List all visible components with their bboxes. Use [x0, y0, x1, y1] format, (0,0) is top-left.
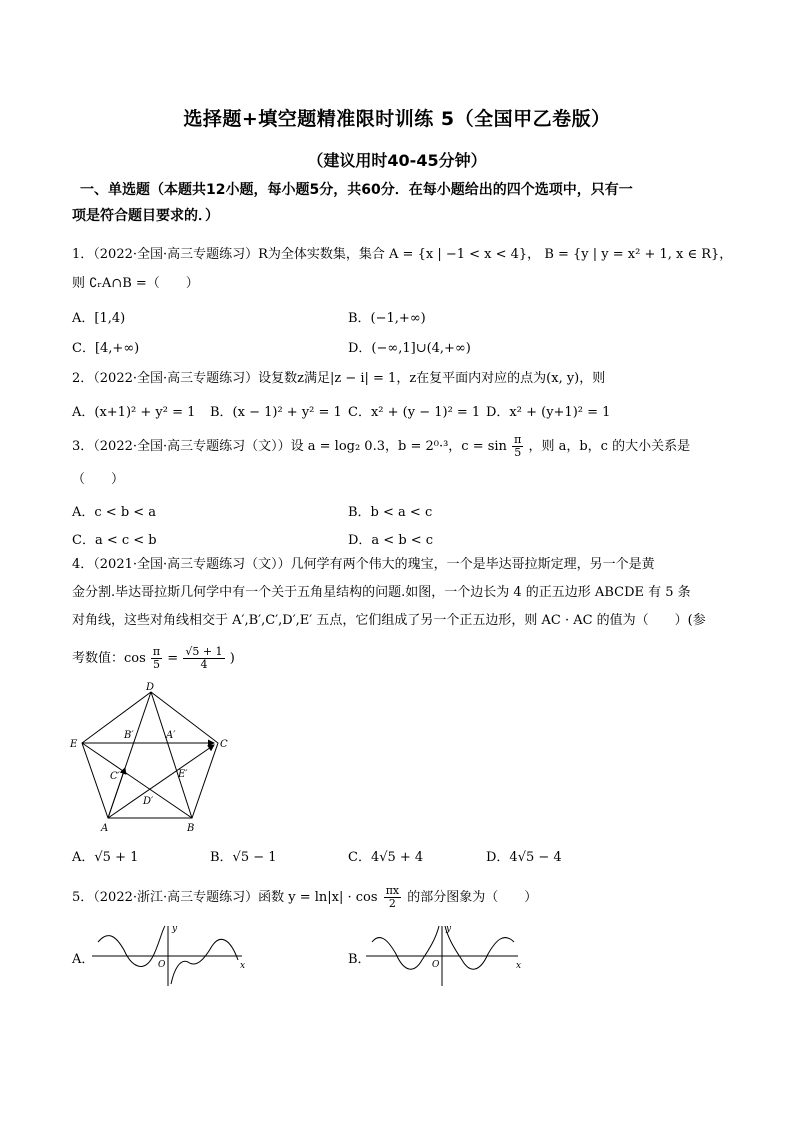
q5-stem-prefix: 5．（2022·浙江·高三专题练习）函数 y = ln|x| · cos: [72, 890, 378, 905]
q5-option-a-label: A．: [72, 952, 95, 967]
graph-a-origin-label: O: [158, 960, 166, 970]
vertex-label-C-prime: C′: [110, 771, 120, 782]
q3-option-d: D．a < b < c: [348, 533, 434, 548]
q4-option-c: C．4√5 + 4: [348, 850, 424, 865]
vertex-label-B-prime: B′: [124, 730, 134, 741]
diagonal-EB: [82, 743, 192, 818]
q1-stem-line2: 则 ∁ᵣA∩B =（ ）: [72, 276, 199, 291]
page-title: 选择题+填空题精准限时训练 5（全国甲乙卷版）: [183, 108, 611, 130]
q4-stem-line3: 对角线，这些对角线相交于 A′,B′,C′,D′,E′ 五点，它们组成了另一个正五边形，则 AC · AC 的值为（ ）(参: [72, 613, 706, 628]
vertex-label-E-prime: E′: [178, 769, 188, 780]
q4-ref-fraction1-numerator: π: [152, 645, 161, 658]
graph-a-x-label: x: [240, 961, 246, 971]
q5-fraction-numerator: πx: [385, 884, 400, 897]
q2-option-b: B．(x − 1)² + y² = 1: [210, 405, 342, 420]
vertex-label-D-prime: D′: [143, 796, 154, 807]
q2-option-d: D．x² + (y+1)² = 1: [486, 405, 611, 420]
diagonal-DB: [151, 692, 192, 818]
q5-stem: [72, 884, 537, 911]
q3-stem-prefix: 3．（2022·全国·高三专题练习（文））设 a = log₂ 0.3，b = 2⁰·³，c = sin: [72, 439, 507, 454]
q3-stem-suffix: ，则 a，b，c 的大小关系是: [528, 439, 691, 454]
q3-stem-line2: （ ）: [72, 472, 125, 487]
graph-a-curve-left: [98, 926, 165, 966]
q4-ref-suffix: ): [229, 651, 235, 666]
vertex-label-C: C: [220, 739, 228, 750]
graph-b-curve-left: [372, 926, 439, 969]
q5-fraction: [383, 884, 402, 911]
q4-ref-equals: =: [167, 651, 179, 666]
q4-ref-fraction1: [151, 646, 162, 671]
q2-option-c: C．x² + (y − 1)² = 1: [348, 405, 481, 420]
q4-stem-line1: 4．（2021·全国·高三专题练习（文））几何学有两个伟大的瑰宝，一个是毕达哥拉斯定理，另一个是黄: [72, 557, 655, 572]
vertex-label-D: D: [146, 682, 155, 693]
vertex-label-A-prime: A′: [166, 730, 176, 741]
q5-fraction-denominator: 2: [388, 897, 396, 910]
q2-option-a: A．(x+1)² + y² = 1: [72, 405, 196, 420]
vertex-label-B: B: [187, 823, 195, 834]
q4-reference-value: [72, 646, 235, 671]
graph-a-y-label: y: [172, 924, 178, 934]
q4-ref-prefix: 考数值：cos: [72, 651, 146, 666]
q1-stem-line1: 1．（2022·全国·高三专题练习）R为全体实数集，集合 A = {x | −1 < x < 4}， B = {y | y = x² + 1, x ∈ R}，: [72, 247, 733, 262]
q3-fraction-numerator: π: [514, 433, 522, 446]
q3-option-b: B．b < a < c: [348, 505, 433, 520]
q4-ref-fraction2-denominator: 4: [200, 658, 208, 671]
q4-option-b: B．√5 − 1: [210, 850, 277, 865]
q1-option-d: D．(−∞,1]∪(4,+∞): [348, 341, 471, 356]
q5-option-b-label: B．: [348, 952, 371, 967]
graph-b-origin-label: O: [432, 960, 440, 970]
q3-option-a: A．c < b < a: [72, 505, 157, 520]
q4-option-d: D．4√5 − 4: [486, 850, 562, 865]
pentagon-figure: [68, 680, 238, 840]
q3-stem-line1: [72, 434, 690, 459]
diagonal-AC: [108, 745, 214, 818]
q1-option-a: A．[1,4): [72, 311, 126, 326]
q3-fraction: [512, 434, 523, 459]
graph-a-curve-right: [171, 939, 238, 984]
graph-b-y-label: y: [446, 924, 452, 934]
q5-stem-suffix: 的部分图象为（ ）: [407, 890, 538, 905]
q5-graph-b: [366, 920, 526, 990]
q5-graph-a: [92, 920, 248, 990]
q3-fraction-denominator: 5: [514, 446, 522, 459]
graph-b-curve-right: [445, 926, 514, 969]
graph-b-x-label: x: [516, 961, 522, 971]
q1-option-b: B．(−1,+∞): [348, 311, 426, 326]
section-heading-line1: 一、单选题（本题共12小题，每小题5分，共60分．在每小题给出的四个选项中，只有一: [80, 182, 633, 198]
section-heading-line2: 项是符合题目要求的．）: [72, 208, 219, 224]
page-subtitle: （建议用时40-45分钟）: [307, 151, 487, 170]
q4-option-a: A．√5 + 1: [72, 850, 139, 865]
q4-ref-fraction2-numerator: √5 + 1: [185, 645, 223, 658]
q4-ref-fraction1-denominator: 5: [153, 658, 161, 671]
q4-stem-line2: 金分割.毕达哥拉斯几何学中有一个关于五角星结构的问题.如图，一个边长为 4 的正五边形 ABCDE 有 5 条: [72, 585, 691, 600]
vertex-label-A: A: [101, 823, 109, 834]
q3-option-c: C．a < c < b: [72, 533, 157, 548]
q4-ref-fraction2: [183, 646, 224, 671]
vertex-label-E: E: [70, 739, 78, 750]
q2-stem: 2．（2022·全国·高三专题练习）设复数z满足|z − i| = 1，z在复平面内对应的点为(x, y)，则: [72, 371, 606, 386]
q1-option-c: C．[4,+∞): [72, 341, 140, 356]
